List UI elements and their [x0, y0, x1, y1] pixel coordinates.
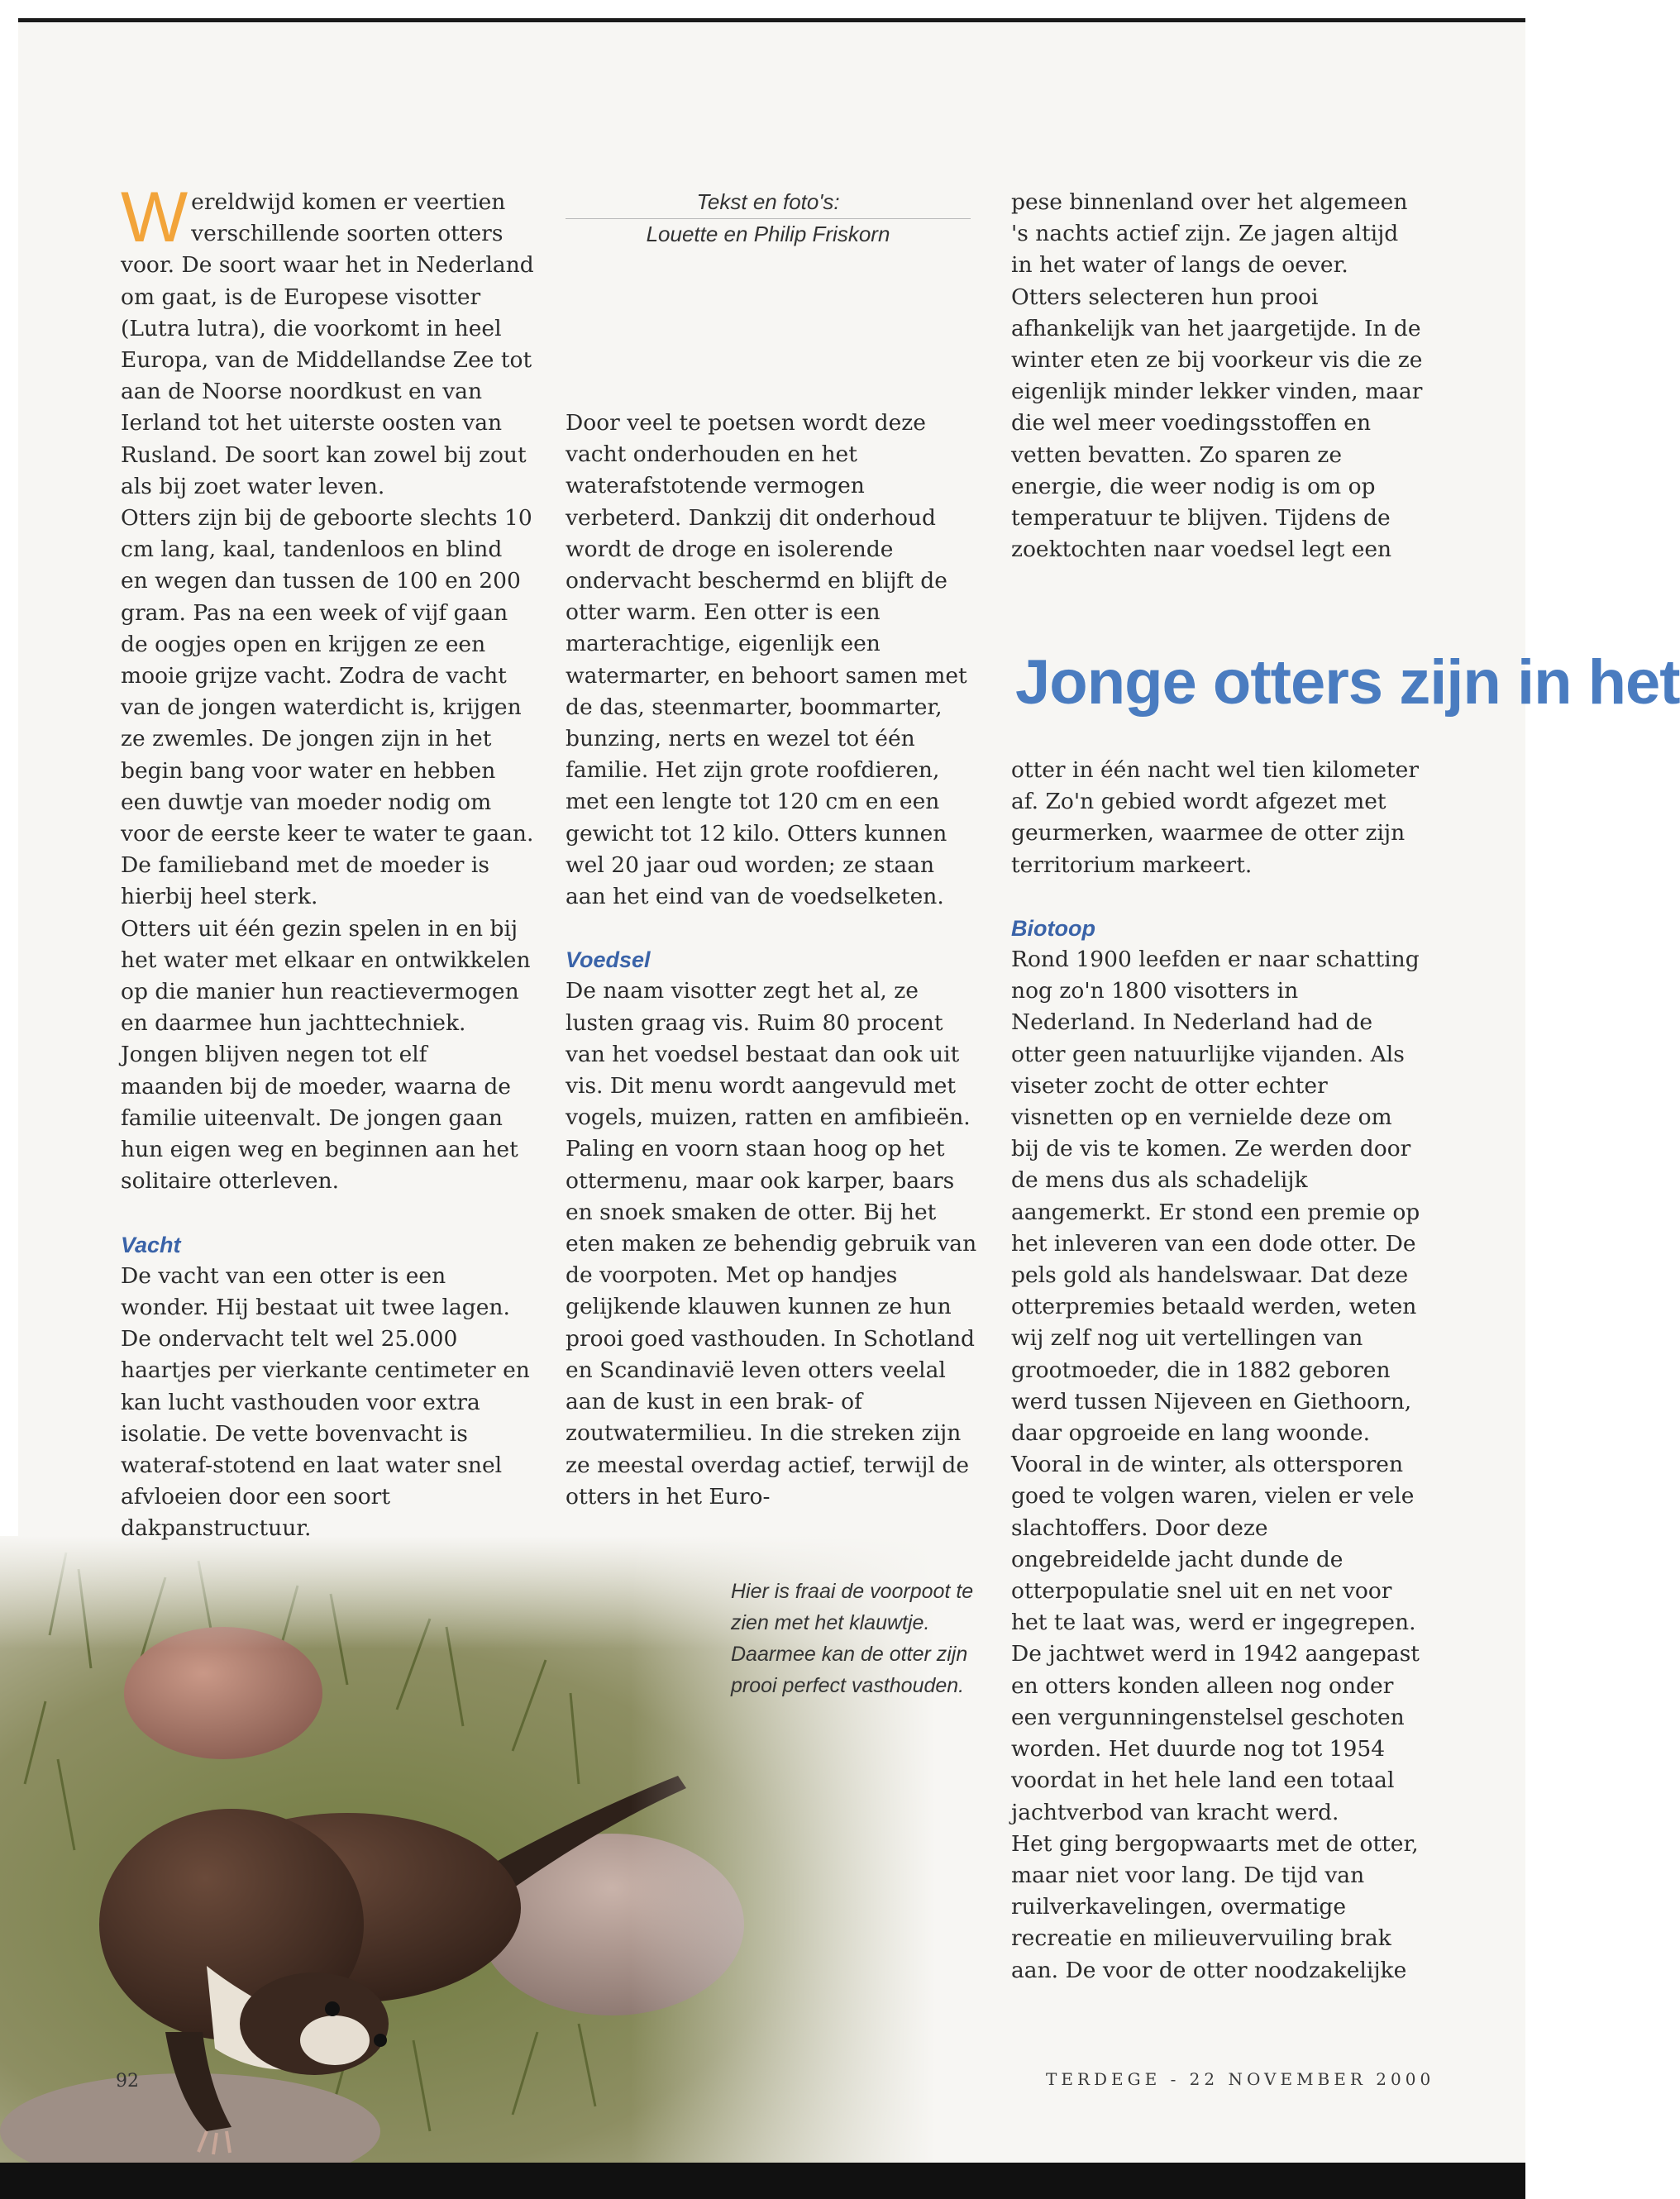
- intro-paragraph-text: ereldwijd komen er veertien verschillende soorten otters voor. De soort waar het in Nederland om gaat, is de Europese visotter (Lutra lutra), die voorkomt in heel Europa, van de Middellandse Zee tot aan de Noorse noordkust en van Ierland tot het uiterste oosten van Rusland. De soort kan zowel bij zout als bij zoet water leven.: [121, 189, 534, 499]
- drop-cap: W: [121, 178, 189, 257]
- credit-authors: Louette en Philip Friskorn: [646, 222, 890, 246]
- author-credit: [566, 187, 971, 250]
- photo-caption: Hier is fraai de voorpoot te zien met het klauwtje. Daarmee kan de otter zijn prooi perfect vasthouden.: [731, 1580, 974, 1697]
- body-paragraph: De vacht van een otter is een wonder. Hij bestaat uit twee lagen. De ondervacht telt wel 25.000 haartjes per vierkante centimeter en kan lucht vasthouden voor extra isolatie. De vette bovenvacht is wateraf-stotend en laat water snel afvloeien door een soort dakpanstructuur.: [121, 1262, 530, 1542]
- section-heading-biotoop: Biotoop: [1011, 915, 1095, 941]
- body-paragraph: De naam visotter zegt het al, ze lusten graag vis. Ruim 80 procent van het voedsel bestaat dan ook uit vis. Dit menu wordt aangevuld met vogels, muizen, ratten en amfibieën. Paling en voorn staan hoog op het ottermenu, maar ook karper, baars en snoek smaken de otter. Bij het eten maken ze behendig gebruik van de voorpoten. Met op handjes gelijkende klauwen kunnen ze hun prooi goed vasthouden. In Schotland en Scandinavië leven otters veelal aan de kust in een brak- of zoutwatermilieu. In die streken zijn ze meestal overdag actief, terwijl de otters in het Euro-: [566, 978, 977, 1510]
- article-column-3-bottom: [1011, 755, 1425, 1987]
- page-number: 92: [116, 2071, 139, 2092]
- credit-label: Tekst en foto's:: [696, 189, 840, 214]
- pull-quote: Jonge otters zijn in het: [1015, 647, 1680, 718]
- body-paragraph: Het ging bergopwaarts met de otter, maar niet voor lang. De tijd van ruilverkavelingen, overmatige recreatie en milieuvervuiling brak aan. De voor de otter noodzakelijke: [1011, 1830, 1419, 1983]
- body-paragraph: Door veel te poetsen wordt deze vacht onderhouden en het waterafstotende vermogen verbeterd. Dankzij dit onderhoud wordt de droge en isolerende ondervacht beschermd en blijft de otter warm. Een otter is een marterachtige, eigenlijk een watermarter, en behoort samen met de das, steenmarter, boommarter, bunzing, nerts en wezel tot één familie. Het zijn grote roofdieren, met een lengte tot 120 cm en een gewicht tot 12 kilo. Otters kunnen wel 20 jaar oud worden; ze staan aan het eind van de voedselketen.: [566, 410, 967, 910]
- article-column-2: [566, 408, 979, 1513]
- body-paragraph: Rond 1900 leefden er naar schatting nog zo'n 1800 visotters in Nederland. In Nederland had de otter geen natuurlijke vijanden. Als viseter zocht de otter echter visnetten op en vernielde deze om bij de vis te komen. Ze werden door de mens dus als schadelijk aangemerkt. Er stond een premie op het inleveren van een dode otter. De pels gold als handelswaar. Dat deze otterpremies betaald werden, weten wij zelf nog uit vertellingen van grootmoeder, die in 1882 geboren werd tussen Nijeveen en Giethoorn, daar opgroeide en lang woonde. Vooral in de winter, als ottersporen goed te volgen waren, vielen er vele slachtoffers. Door deze ongebreidelde jacht dunde de otterpopulatie snel uit en net voor het te laat was, werd er ingegrepen. De jachtwet werd in 1942 aangepast en otters konden alleen nog onder een vergunningenstelsel geschoten worden. Het duurde nog tot 1954 voordat in het hele land een totaal jachtverbod van kracht werd.: [1011, 947, 1420, 1825]
- body-paragraph: otter in één nacht wel tien kilometer af. Zo'n gebied wordt afgezet met geurmerken, waarmee de otter zijn territorium markeert.: [1011, 757, 1420, 878]
- bottom-rule: [0, 2163, 1525, 2199]
- body-paragraph: Otters zijn bij de geboorte slechts 10 cm lang, kaal, tandenloos en blind en wegen dan tussen de 100 en 200 gram. Pas na een week of vijf gaan de oogjes open en krijgen ze een mooie grijze vacht. Zodra de vacht van de jongen waterdicht is, krijgen ze zwemles. De jongen zijn in het begin bang voor water en hebben een duwtje van moeder nodig om voor de eerste keer te water te gaan. De familieband met de moeder is hierbij heel sterk.: [121, 505, 534, 910]
- section-heading-vacht: Vacht: [121, 1232, 181, 1257]
- body-paragraph: Otters uit één gezin spelen in en bij het water met elkaar en ontwikkelen op die manier hun reactievermogen en daarmee hun jachttechniek. Jongen blijven negen tot elf maanden bij de moeder, waarna de familie uiteenvalt. De jongen gaan hun eigen weg en beginnen aan het solitaire otterleven.: [121, 915, 531, 1195]
- section-heading-voedsel: Voedsel: [566, 947, 651, 973]
- body-paragraph: pese binnenland over het algemeen 's nachts actief zijn. Ze jagen altijd in het water of langs de oever. Otters selecteren hun prooi afhankelijk van het jaargetijde. In de winter eten ze bij voorkeur vis die ze eigenlijk minder lekker vinden, maar die wel meer voedingsstoffen en vetten bevatten. Zo sparen ze energie, die weer nodig is om op temperatuur te blijven. Tijdens de zoektochten naar voedsel legt een: [1011, 189, 1423, 563]
- article-column-1: [121, 178, 534, 1545]
- running-footer: TERDEGE - 22 NOVEMBER 2000: [1046, 2069, 1435, 2089]
- top-rule: [18, 18, 1525, 22]
- intro-paragraph: [121, 178, 534, 503]
- article-column-3-top: [1011, 187, 1425, 565]
